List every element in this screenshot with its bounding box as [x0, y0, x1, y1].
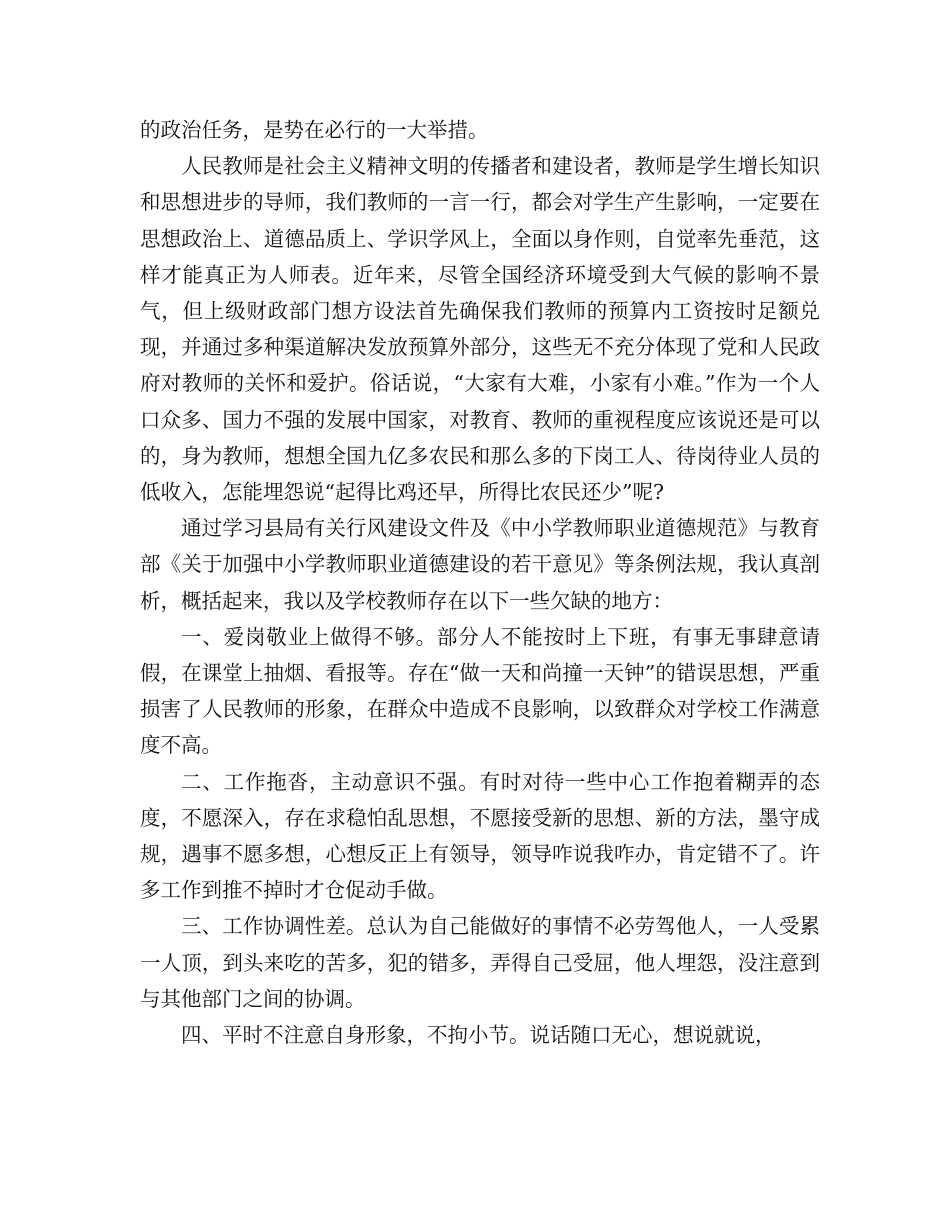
paragraph-1: 的政治任务，是势在必行的一大举措。 [140, 118, 489, 142]
paragraph-5: 二、工作拖沓，主动意识不强。有时对待一些中心工作抱着糊弄的态度，不愿深入，存在求稳怕乱思想，不愿接受新的思想、新的方法，墨守成规，遇事不愿多想，心想反正上有领导，领导咋说我咋办，肯定错不了。许多工作到推不掉时才仓促动手做。 [140, 769, 820, 903]
paragraph-7: 四、平时不注意自身形象，不拘小节。说话随口无心，想说就说， [181, 1023, 776, 1048]
paragraph-4: 一、爱岗敬业上做得不够。部分人不能按时上下班，有事无事肆意请假，在课堂上抽烟、看报等。存在“做一天和尚撞一天钟”的错误思想，严重损害了人民教师的形象，在群众中造成不良影响，以致群众对学校工作满意度不高。 [140, 624, 820, 758]
paragraph-6: 三、工作协调性差。总认为自己能做好的事情不必劳驾他人，一人受累一人顶，到头来吃的苦多，犯的错多，弄得自己受屈，他人埋怨，没注意到与其他部门之间的协调。 [140, 914, 820, 1011]
paragraph-3: 通过学习县局有关行风建设文件及《中小学教师职业道德规范》与教育部《关于加强中小学教师职业道德建设的若干意见》等条例法规，我认真剖析，概括起来，我以及学校教师存在以下一些欠缺的地方： [140, 516, 820, 613]
document-body [140, 112, 820, 1053]
paragraph-2: 人民教师是社会主义精神文明的传播者和建设者，教师是学生增长知识和思想进步的导师，我们教师的一言一行，都会对学生产生影响，一定要在思想政治上、道德品质上、学识学风上，全面以身作则，自觉率先垂范，这样才能真正为人师表。近年来，尽管全国经济环境受到大气候的影响不景气，但上级财政部门想方设法首先确保我们教师的预算内工资按时足额兑现，并通过多种渠道解决发放预算外部分，这些无不充分体现了党和人民政府对教师的关怀和爱护。俗话说，“大家有大难，小家有小难。”作为一个人口众多、国力不强的发展中国家，对教育、教师的重视程度应该说还是可以的，身为教师，想想全国九亿多农民和那么多的下岗工人、待岗待业人员的低收入，怎能埋怨说“起得比鸡还早，所得比农民还少”呢? [140, 154, 820, 505]
